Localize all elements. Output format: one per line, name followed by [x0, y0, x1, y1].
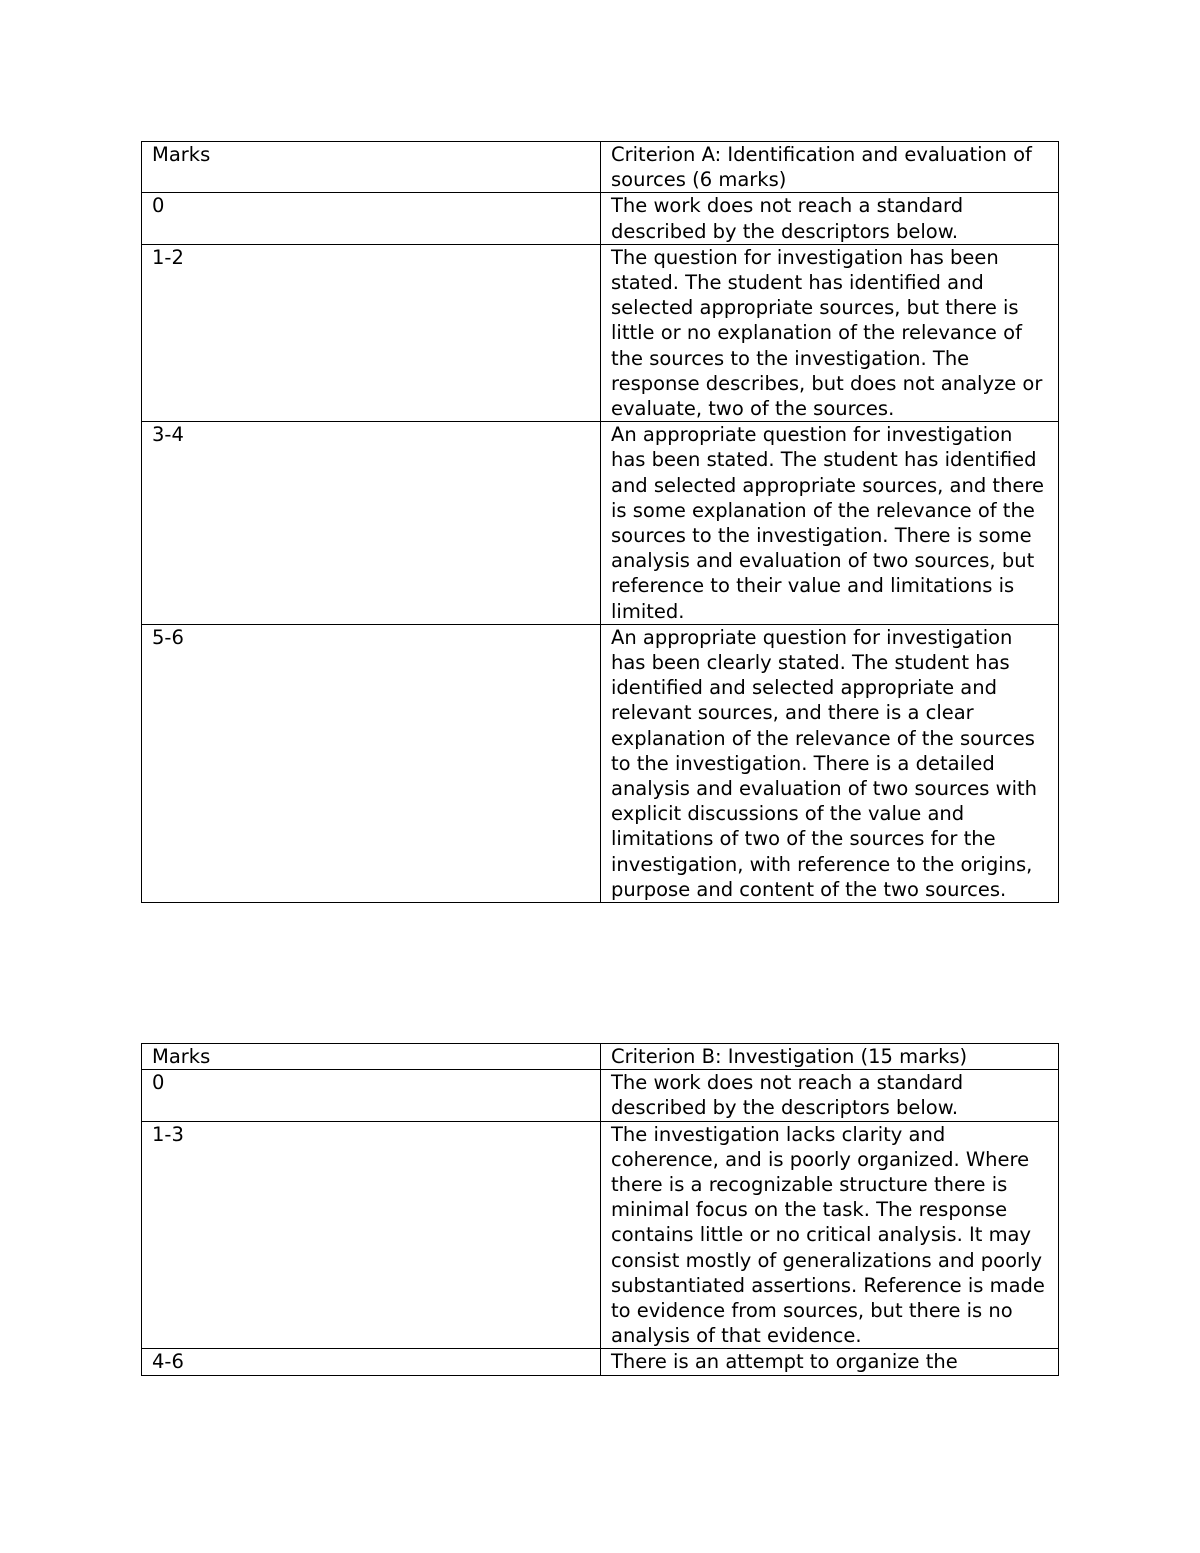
marks-cell: 0: [142, 1070, 601, 1121]
table-header-row: [142, 1044, 1059, 1070]
descriptor-cell: The question for investigation has been stated. The student has identified and selected appropriate sources, but there is little or no explanation of the relevance of the sources to the investigation. The response describes, but does not analyze or evaluate, two of the sources.: [601, 244, 1059, 421]
table-row: [142, 244, 1059, 421]
table-row: [142, 1121, 1059, 1349]
criterion-b-table: [141, 1043, 1059, 1376]
criterion-a-table: [141, 141, 1059, 903]
table-row: [142, 422, 1059, 625]
marks-cell: 0: [142, 193, 601, 244]
table-row: [142, 1349, 1059, 1375]
marks-cell: 1-2: [142, 244, 601, 421]
criterion-a-title: Criterion A: Identification and evaluation of sources (6 marks): [601, 142, 1059, 193]
descriptor-cell: The investigation lacks clarity and coherence, and is poorly organized. Where there is a recognizable structure there is minimal focus on the task. The response contains little or no critical analysis. It may consist mostly of generalizations and poorly substantiated assertions. Reference is made to evidence from sources, but there is no analysis of that evidence.: [601, 1121, 1059, 1349]
descriptor-cell: There is an attempt to organize the: [601, 1349, 1059, 1375]
table-row: [142, 193, 1059, 244]
marks-cell: 1-3: [142, 1121, 601, 1349]
descriptor-cell: The work does not reach a standard described by the descriptors below.: [601, 1070, 1059, 1121]
table-row: [142, 1070, 1059, 1121]
descriptor-cell: The work does not reach a standard described by the descriptors below.: [601, 193, 1059, 244]
marks-header: Marks: [142, 142, 601, 193]
descriptor-cell: An appropriate question for investigation has been stated. The student has identified and selected appropriate sources, and there is some explanation of the relevance of the sources to the investigation. There is some analysis and evaluation of two sources, but reference to their value and limitations is limited.: [601, 422, 1059, 625]
table-header-row: [142, 142, 1059, 193]
marks-header: Marks: [142, 1044, 601, 1070]
marks-cell: 5-6: [142, 624, 601, 902]
table-row: [142, 624, 1059, 902]
marks-cell: 3-4: [142, 422, 601, 625]
descriptor-cell: An appropriate question for investigation has been clearly stated. The student has identified and selected appropriate and relevant sources, and there is a clear explanation of the relevance of the sources to the investigation. There is a detailed analysis and evaluation of two sources with explicit discussions of the value and limitations of two of the sources for the investigation, with reference to the origins, purpose and content of the two sources.: [601, 624, 1059, 902]
criterion-b-title: Criterion B: Investigation (15 marks): [601, 1044, 1059, 1070]
marks-cell: 4-6: [142, 1349, 601, 1375]
